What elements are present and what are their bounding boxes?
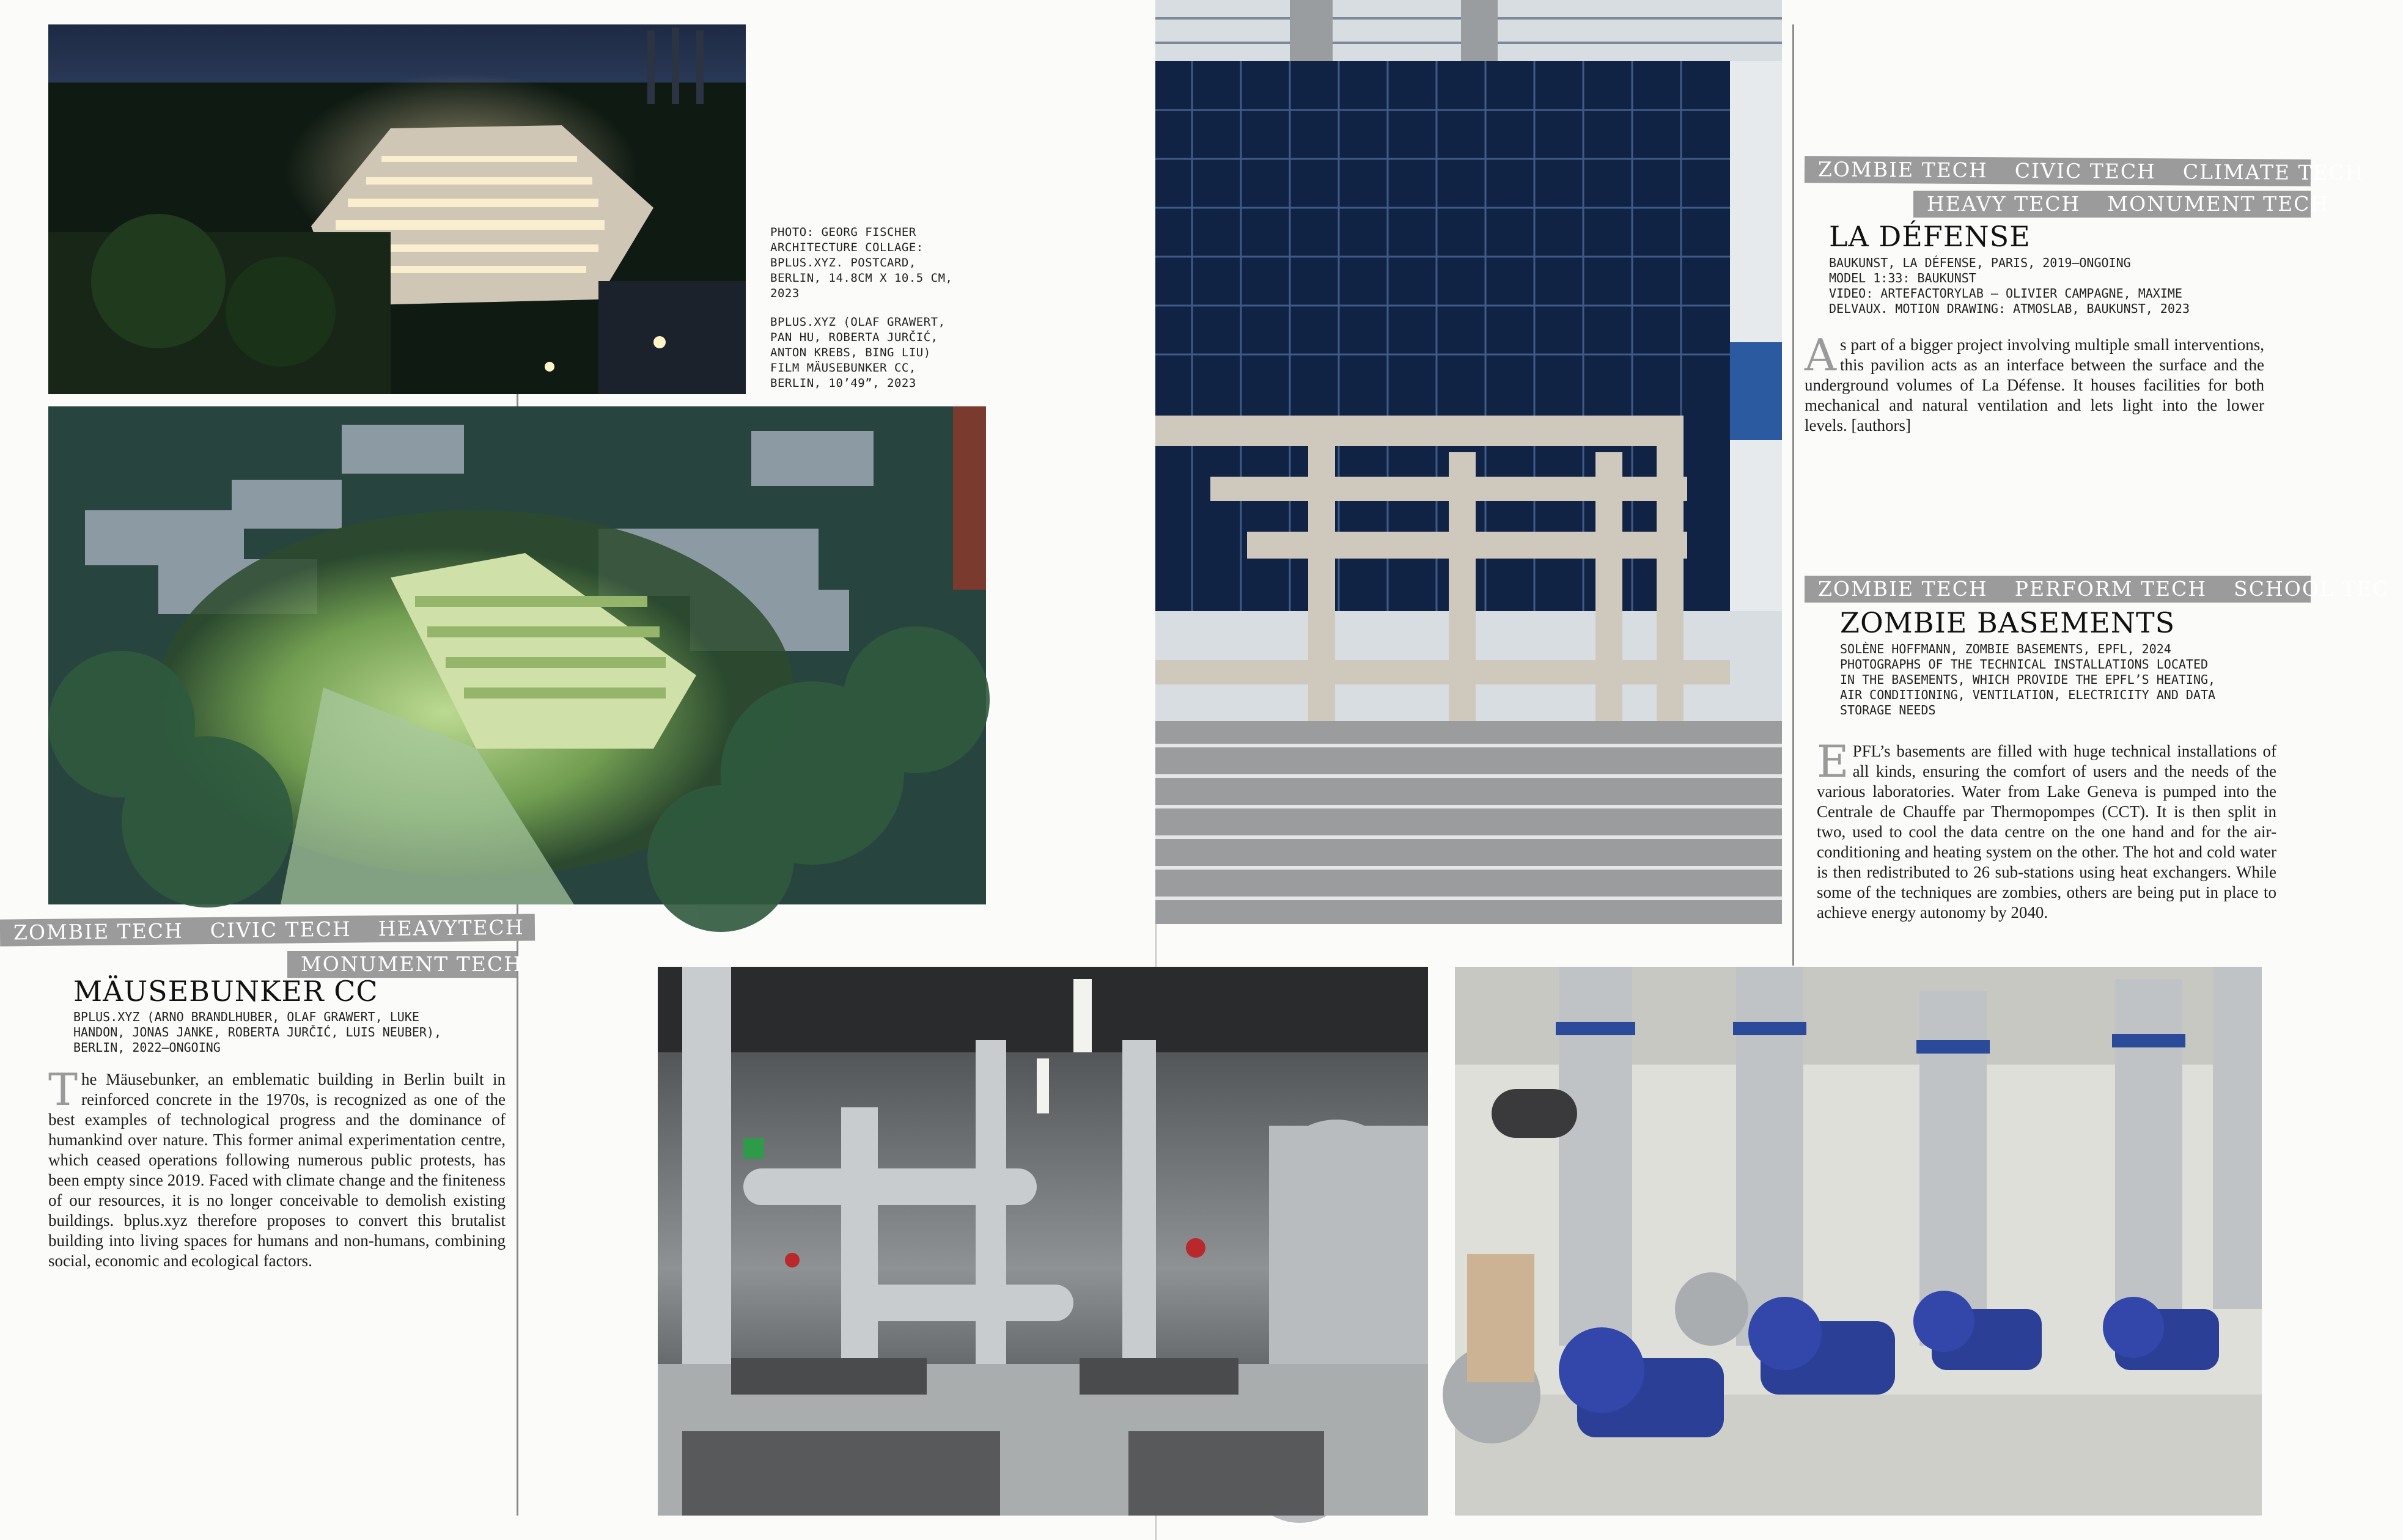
tag-zombie-tech[interactable]: ZOMBIE TECH [1818, 577, 1988, 601]
la-defense-body-text: As part of a bigger project involving multiple small interventions, this pavilion acts as an interface between the surface and the underground volumes of La Défense. It houses facilities for both mechanical and natural ventilation and lets light into the lower levels. [authors] [1805, 329, 2264, 435]
mausebunker-tags-row1 [0, 914, 535, 946]
zombie-basements-body-text: EPFL’s basements are filled with huge technical installations of all kinds, ensuring the comfort of users and the needs of the various laboratories. Water from Lake Geneva is pumped into the Centrale de Chauffe par Thermopompes (CCT). It is then split in two, used to cool the data centre on the one hand and for the air-conditioning and heating system on the other. The hot and cold water is then redistributed to 26 sub-stations using heat exchangers. While some of the techniques are zombies, others are being put in place to achieve energy autonomy by 2040. [1817, 736, 2276, 922]
mausebunker-title: MÄUSEBUNKER CC [73, 975, 378, 1008]
left-page-rule [517, 904, 518, 1516]
zombie-basements-credits: SOLÈNE HOFFMANN, ZOMBIE BASEMENTS, EPFL, 2024 PHOTOGRAPHS OF THE TECHNICAL INSTALLATIONS LOCATED IN THE BASEMENTS, WHICH PROVIDE THE EPFL’S HEATING, AIR CONDITIONING, VENTILATION, ELECTRICITY AND DATA STORAGE NEEDS [1840, 642, 2216, 717]
tag-monument-tech[interactable]: MONUMENT TECH [2107, 192, 2330, 216]
mausebunker-aerial-render [48, 406, 986, 904]
mausebunker-dropcap: T [48, 1064, 78, 1115]
caption-film-credit: BPLUS.XYZ (OLAF GRAWERT, PAN HU, ROBERTA JURČIĆ, ANTON KREBS, BING LIU) FILM MÄUSEBUNKER CC, BERLIN, 10’49”, 2023 [770, 315, 946, 390]
basement-pumps-photo [1455, 967, 2262, 1516]
tag-school-tech[interactable]: SCHOOL TEC [2234, 577, 2390, 601]
tag-heavy-tech[interactable]: HEAVYTECH [378, 915, 524, 941]
zombie-basements-tags-row1 [1805, 576, 2390, 603]
tag-perform-tech[interactable]: PERFORM TECH [2014, 577, 2207, 601]
la-defense-credits: BAUKUNST, LA DÉFENSE, PARIS, 2019–ONGOING MODEL 1:33: BAUKUNST VIDEO: ARTEFACTORYLAB – OLIVIER CAMPAGNE, MAXIME DELVAUX. MOTION DRAWING: ATMOSLAB, BAUKUNST, 2023 [1829, 255, 2190, 316]
tag-heavy-tech[interactable]: HEAVY TECH [1927, 192, 2081, 216]
zombie-basements-title: ZOMBIE BASEMENTS [1840, 606, 2176, 639]
tag-monument-tech[interactable]: MONUMENT TECH [301, 952, 523, 976]
tag-zombie-tech[interactable]: ZOMBIE TECH [13, 919, 183, 945]
la-defense-tags-row2 [1913, 191, 2330, 218]
la-defense-dropcap: A [1805, 329, 1836, 381]
tag-civic-tech[interactable]: CIVIC TECH [210, 917, 352, 942]
mausebunker-photo-caption [770, 225, 1003, 405]
right-page-rule [1792, 24, 1794, 966]
caption-photo-credit: PHOTO: GEORG FISCHER ARCHITECTURE COLLAGE: BPLUS.XYZ. POSTCARD, BERLIN, 14.8CM X 10.5 CM, 2023 [770, 226, 953, 300]
tag-civic-tech[interactable]: CIVIC TECH [2014, 158, 2156, 184]
basement-pipes-photo [658, 967, 1428, 1516]
mausebunker-credits: BPLUS.XYZ (ARNO BRANDLHUBER, OLAF GRAWERT, LUKE HANDON, JONAS JANKE, ROBERTA JURČIĆ, LUIS NEUBER), BERLIN, 2022–ONGOING [73, 1010, 442, 1055]
mausebunker-body-text: The Mäusebunker, an emblematic building in Berlin built in reinforced concrete in the 1970s, is recognized as one of the best examples of technological progress and the dominance of humankind over nature. This former animal experimentation centre, which ceased operations following numerous public protests, has been empty since 2019. Faced with climate change and the finiteness of our resources, it is no longer conceivable to demolish existing buildings. bplus.xyz therefore proposes to convert this brutalist building into living spaces for humans and non-humans, combining social, economic and ecological factors. [48, 1064, 506, 1270]
mausebunker-tags-row2 [287, 951, 523, 978]
zombie-basements-dropcap: E [1817, 736, 1849, 787]
tag-zombie-tech[interactable]: ZOMBIE TECH [1817, 157, 1988, 183]
la-defense-title: LA DÉFENSE [1829, 220, 2031, 253]
la-defense-tags-row1 [1805, 156, 2364, 186]
mausebunker-night-photo [48, 24, 746, 394]
la-defense-model-photo [1155, 0, 1782, 924]
tag-climate-tech[interactable]: CLIMATE TECH [2182, 160, 2364, 185]
